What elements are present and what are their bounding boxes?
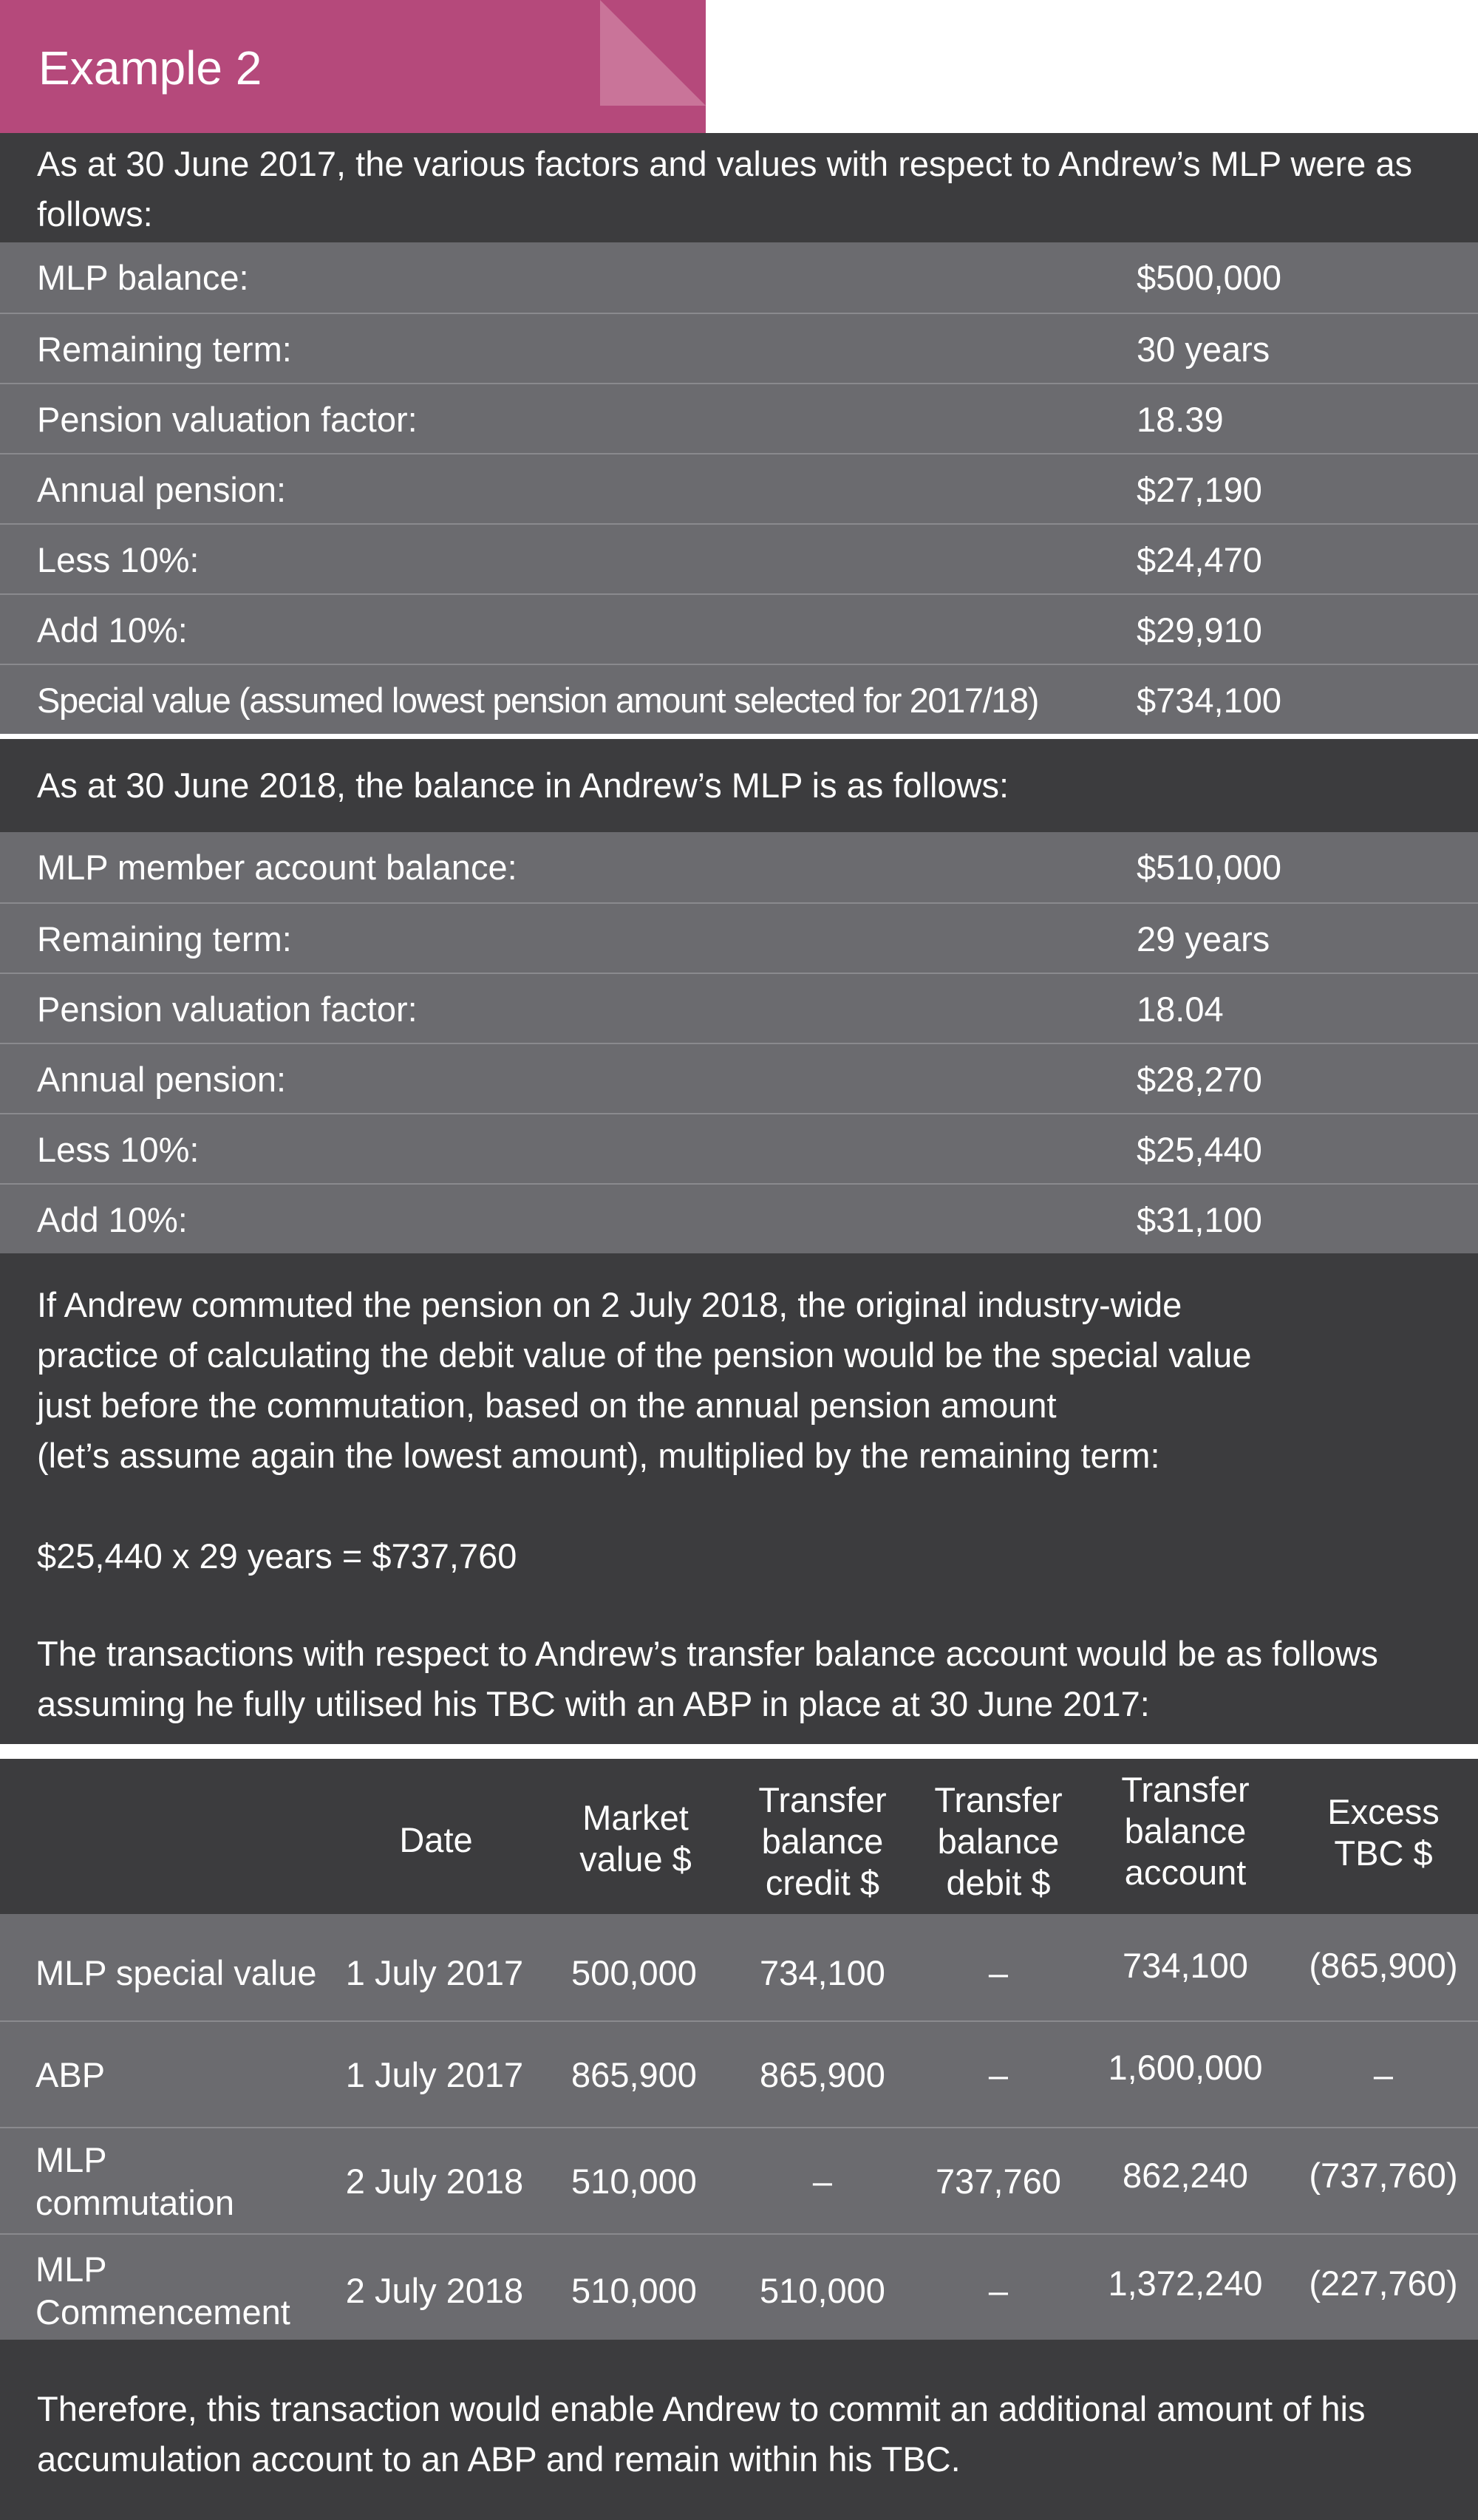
row-label: Annual pension: xyxy=(37,1060,287,1099)
column-header-market-value: Market value $ xyxy=(579,1798,692,1879)
cell-market-value: 510,000 xyxy=(571,2271,697,2310)
table-row xyxy=(0,593,1478,664)
table-row xyxy=(0,902,1478,973)
table-row xyxy=(0,523,1478,593)
cell-excess-tbc: – xyxy=(1373,2055,1394,2094)
row-label: ABP xyxy=(35,2055,106,2094)
paragraph-line: just before the commutation, based on the annual pension amount xyxy=(37,1386,1057,1425)
row-value: 30 years xyxy=(1137,330,1270,369)
row-value: $734,100 xyxy=(1137,681,1282,720)
paragraph-line: practice of calculating the debit value of the pension would be the special value xyxy=(37,1335,1252,1375)
table-row xyxy=(0,1183,1478,1253)
column-header-tb-credit: Transfer balance credit $ xyxy=(758,1780,887,1902)
row-label: MLP special value xyxy=(35,1953,317,1992)
cell-tb-debit: – xyxy=(988,2055,1009,2094)
intro-2017-line: As at 30 June 2017, the various factors and values with respect to Andrew’s MLP were as xyxy=(37,144,1413,183)
row-label: Add 10%: xyxy=(37,1200,188,1239)
cell-tb-account: 1,600,000 xyxy=(1108,2048,1263,2087)
transactions-table-body xyxy=(0,1914,1478,2340)
cell-tb-debit: 737,760 xyxy=(936,2162,1061,2201)
table-row xyxy=(0,1043,1478,1113)
column-header-excess-tbc: Excess TBC $ xyxy=(1327,1792,1440,1873)
row-label: MLP commutation xyxy=(35,2140,235,2222)
row-value: $510,000 xyxy=(1137,848,1282,887)
cell-tb-debit: – xyxy=(988,2271,1009,2310)
intro-2017-line: follows: xyxy=(37,194,153,234)
cell-tb-account: 734,100 xyxy=(1123,1946,1248,1985)
paragraph-line: (let’s assume again the lowest amount), multiplied by the remaining term: xyxy=(37,1436,1160,1475)
table-row xyxy=(0,664,1478,734)
cell-market-value: 865,900 xyxy=(571,2055,697,2094)
table-row xyxy=(0,832,1478,902)
table-row xyxy=(0,2020,1478,2127)
cell-excess-tbc: (865,900) xyxy=(1309,1946,1458,1985)
row-value: $28,270 xyxy=(1137,1060,1262,1099)
example-title: Example 2 xyxy=(38,41,262,95)
column-header-tb-debit: Transfer balance debit $ xyxy=(934,1780,1063,1902)
table-row xyxy=(0,2233,1478,2340)
formula: $25,440 x 29 years = $737,760 xyxy=(37,1536,517,1576)
row-label: Pension valuation factor: xyxy=(37,400,418,439)
row-label: Special value (assumed lowest pension amount selected for 2017/18) xyxy=(37,681,1039,720)
table-row xyxy=(0,2127,1478,2233)
cell-tb-credit: 865,900 xyxy=(760,2055,885,2094)
conclusion-text xyxy=(37,2384,1365,2485)
transactions-paragraph xyxy=(37,1629,1378,1729)
table-row xyxy=(0,313,1478,383)
table-row xyxy=(0,383,1478,453)
table-row xyxy=(0,453,1478,523)
cell-tb-credit: 510,000 xyxy=(760,2271,885,2310)
table-row xyxy=(0,242,1478,313)
row-value: 18.39 xyxy=(1137,400,1224,439)
mlp-2017-table xyxy=(0,242,1478,734)
column-header-tb-account: Transfer balance account xyxy=(1121,1770,1250,1892)
paragraph-line: The transactions with respect to Andrew’s transfer balance account would be as follows xyxy=(37,1634,1378,1673)
cell-tb-credit: – xyxy=(812,2162,833,2201)
paragraph-line: If Andrew commuted the pension on 2 July 2018, the original industry-wide xyxy=(37,1285,1182,1324)
row-value: $500,000 xyxy=(1137,258,1282,297)
cell-tb-account: 862,240 xyxy=(1123,2156,1248,2195)
cell-market-value: 510,000 xyxy=(571,2162,697,2201)
cell-tb-credit: 734,100 xyxy=(760,1953,885,1992)
row-value: $29,910 xyxy=(1137,610,1262,650)
row-label: Pension valuation factor: xyxy=(37,990,418,1029)
intro-2017-text xyxy=(37,139,1412,239)
row-value: 29 years xyxy=(1137,919,1270,958)
table-row xyxy=(0,973,1478,1043)
row-label: Less 10%: xyxy=(37,1130,200,1169)
row-value: 18.04 xyxy=(1137,990,1224,1029)
row-value: $31,100 xyxy=(1137,1200,1262,1239)
table-row xyxy=(0,1914,1478,2020)
paragraph-line: Therefore, this transaction would enable Andrew to commit an additional amount of his xyxy=(37,2389,1366,2428)
column-header-date: Date xyxy=(399,1820,473,1859)
mlp-2018-table xyxy=(0,832,1478,1253)
row-label: Remaining term: xyxy=(37,330,292,369)
row-label: MLP member account balance: xyxy=(37,848,517,887)
paragraph-line: assuming he fully utilised his TBC with an ABP in place at 30 June 2017: xyxy=(37,1684,1150,1723)
row-label: Less 10%: xyxy=(37,540,200,579)
paragraph-line: accumulation account to an ABP and remain within his TBC. xyxy=(37,2439,961,2479)
cell-excess-tbc: (737,760) xyxy=(1309,2156,1458,2195)
cell-date: 1 July 2017 xyxy=(345,2055,524,2094)
row-value: $27,190 xyxy=(1137,470,1262,509)
cell-market-value: 500,000 xyxy=(571,1953,697,1992)
row-label: Annual pension: xyxy=(37,470,287,509)
row-value: $25,440 xyxy=(1137,1130,1262,1169)
commutation-paragraph xyxy=(37,1280,1251,1481)
cell-tb-account: 1,372,240 xyxy=(1108,2264,1263,2303)
row-label: MLP Commencement xyxy=(35,2250,290,2332)
row-label: Add 10%: xyxy=(37,610,188,650)
table-row xyxy=(0,1113,1478,1183)
intro-2018-text: As at 30 June 2018, the balance in Andrew’s MLP is as follows: xyxy=(37,766,1009,805)
cell-date: 2 July 2018 xyxy=(345,2271,524,2310)
cell-tb-debit: – xyxy=(988,1953,1009,1992)
row-value: $24,470 xyxy=(1137,540,1262,579)
transactions-table-header xyxy=(0,1759,1478,1914)
cell-date: 2 July 2018 xyxy=(345,2162,524,2201)
row-label: Remaining term: xyxy=(37,919,292,958)
cell-date: 1 July 2017 xyxy=(345,1953,524,1992)
row-label: MLP balance: xyxy=(37,258,249,297)
cell-excess-tbc: (227,760) xyxy=(1309,2264,1458,2303)
